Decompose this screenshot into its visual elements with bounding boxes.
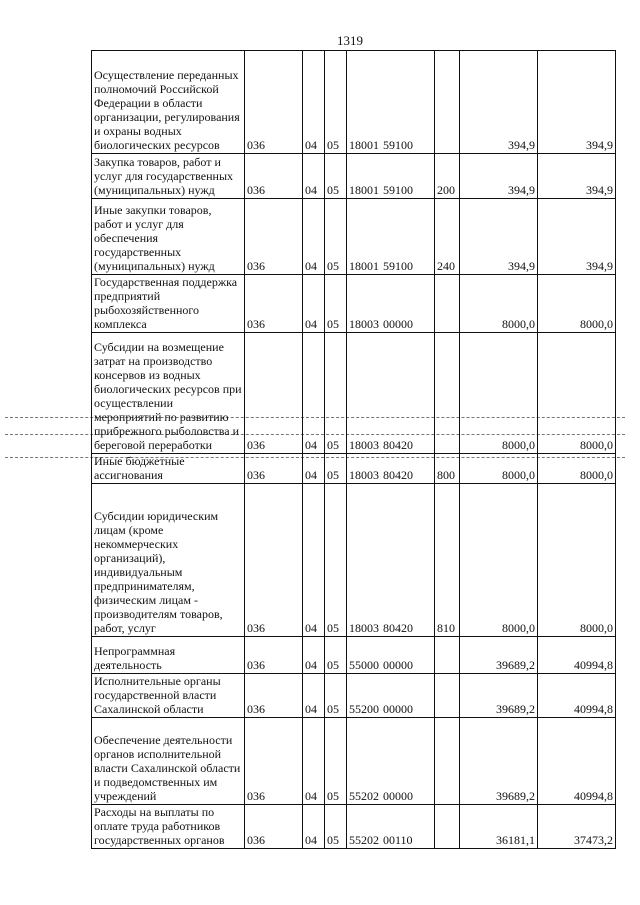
- row-name: Осуществление переданных полномочий Российской Федерации в области организации, регулирования и охраны водных биологических ресурсов: [92, 51, 245, 154]
- subsection-code: 05: [325, 275, 347, 333]
- amount-year-2: 394,9: [538, 51, 616, 154]
- target-article-code-part-2: 59100: [383, 259, 413, 273]
- target-article-code: [347, 718, 435, 805]
- budget-table: [91, 50, 616, 849]
- table-row: [92, 674, 616, 718]
- row-name: Иные бюджетные ассигнования: [92, 454, 245, 484]
- target-article-code: [347, 154, 435, 199]
- target-article-code: [347, 637, 435, 674]
- target-article-code-part-1: 55000: [349, 658, 379, 672]
- ved-code: 036: [245, 637, 303, 674]
- section-code: 04: [303, 637, 325, 674]
- expense-type-code: 810: [435, 484, 460, 637]
- expense-type-code: 240: [435, 199, 460, 275]
- amount-year-2: 40994,8: [538, 637, 616, 674]
- target-article-code-part-1: 18003: [349, 468, 379, 482]
- amount-year-2: 40994,8: [538, 718, 616, 805]
- section-code: 04: [303, 484, 325, 637]
- amount-year-1: 8000,0: [460, 484, 538, 637]
- section-code: 04: [303, 275, 325, 333]
- amount-year-2: 394,9: [538, 199, 616, 275]
- target-article-code: [347, 805, 435, 849]
- ved-code: 036: [245, 718, 303, 805]
- expense-type-code: [435, 333, 460, 454]
- row-name: Субсидии юридическим лицам (кроме некоммерческих организаций), индивидуальным предпринимателям, физическим лицам - производителям товаров, работ, услуг: [92, 484, 245, 637]
- section-code: 04: [303, 718, 325, 805]
- amount-year-1: 394,9: [460, 154, 538, 199]
- subsection-code: 05: [325, 484, 347, 637]
- amount-year-2: 37473,2: [538, 805, 616, 849]
- target-article-code-part-2: 59100: [383, 183, 413, 197]
- amount-year-2: 8000,0: [538, 333, 616, 454]
- row-name: Государственная поддержка предприятий рыбохозяйственного комплекса: [92, 275, 245, 333]
- expense-type-code: 200: [435, 154, 460, 199]
- table-row: [92, 454, 616, 484]
- amount-year-1: 394,9: [460, 51, 538, 154]
- page-number: 1319: [337, 33, 363, 48]
- ved-code: 036: [245, 674, 303, 718]
- table-row: [92, 637, 616, 674]
- section-code: 04: [303, 454, 325, 484]
- target-article-code-part-2: 00000: [383, 658, 413, 672]
- amount-year-2: 40994,8: [538, 674, 616, 718]
- ved-code: 036: [245, 805, 303, 849]
- target-article-code-part-1: 18003: [349, 317, 379, 331]
- section-code: 04: [303, 199, 325, 275]
- amount-year-1: 8000,0: [460, 275, 538, 333]
- target-article-code-part-1: 55200: [349, 702, 379, 716]
- target-article-code-part-2: 00000: [383, 702, 413, 716]
- amount-year-1: 394,9: [460, 199, 538, 275]
- amount-year-1: 39689,2: [460, 674, 538, 718]
- expense-type-code: [435, 718, 460, 805]
- target-article-code-part-2: 80420: [383, 438, 413, 452]
- subsection-code: 05: [325, 718, 347, 805]
- table-row: [92, 199, 616, 275]
- amount-year-1: 39689,2: [460, 718, 538, 805]
- amount-year-1: 36181,1: [460, 805, 538, 849]
- expense-type-code: [435, 51, 460, 154]
- ved-code: 036: [245, 154, 303, 199]
- section-code: 04: [303, 674, 325, 718]
- subsection-code: 05: [325, 154, 347, 199]
- section-code: 04: [303, 51, 325, 154]
- table-row: [92, 275, 616, 333]
- target-article-code-part-2: 00110: [383, 833, 413, 847]
- expense-type-code: 800: [435, 454, 460, 484]
- ved-code: 036: [245, 199, 303, 275]
- section-code: 04: [303, 154, 325, 199]
- expense-type-code: [435, 805, 460, 849]
- subsection-code: 05: [325, 51, 347, 154]
- section-code: 04: [303, 333, 325, 454]
- expense-type-code: [435, 674, 460, 718]
- subsection-code: 05: [325, 454, 347, 484]
- ved-code: 036: [245, 454, 303, 484]
- subsection-code: 05: [325, 637, 347, 674]
- subsection-code: 05: [325, 674, 347, 718]
- table-row: [92, 333, 616, 454]
- target-article-code-part-1: 18001: [349, 259, 379, 273]
- ved-code: 036: [245, 275, 303, 333]
- target-article-code-part-1: 55202: [349, 789, 379, 803]
- expense-type-code: [435, 275, 460, 333]
- row-name: Обеспечение деятельности органов исполнительной власти Сахалинской области и подведомственных им учреждений: [92, 718, 245, 805]
- target-article-code-part-2: 00000: [383, 789, 413, 803]
- row-name: Непрограммная деятельность: [92, 637, 245, 674]
- table-row: [92, 154, 616, 199]
- target-article-code: [347, 674, 435, 718]
- target-article-code-part-1: 55202: [349, 833, 379, 847]
- table-row: [92, 718, 616, 805]
- target-article-code-part-1: 18001: [349, 183, 379, 197]
- ved-code: 036: [245, 51, 303, 154]
- target-article-code: [347, 199, 435, 275]
- amount-year-1: 8000,0: [460, 333, 538, 454]
- row-name: Исполнительные органы государственной власти Сахалинской области: [92, 674, 245, 718]
- target-article-code-part-1: 18001: [349, 138, 379, 152]
- row-name: Субсидии на возмещение затрат на производство консервов из водных биологических ресурсов при осуществлении мероприятий по развитию прибрежного рыболовства и береговой переработки: [92, 333, 245, 454]
- amount-year-2: 8000,0: [538, 275, 616, 333]
- target-article-code: [347, 484, 435, 637]
- row-name: Иные закупки товаров, работ и услуг для обеспечения государственных (муниципальных) нужд: [92, 199, 245, 275]
- target-article-code-part-1: 18003: [349, 438, 379, 452]
- amount-year-1: 39689,2: [460, 637, 538, 674]
- target-article-code-part-2: 59100: [383, 138, 413, 152]
- row-name: Расходы на выплаты по оплате труда работников государственных органов: [92, 805, 245, 849]
- subsection-code: 05: [325, 199, 347, 275]
- amount-year-2: 8000,0: [538, 484, 616, 637]
- target-article-code: [347, 333, 435, 454]
- amount-year-1: 8000,0: [460, 454, 538, 484]
- amount-year-2: 8000,0: [538, 454, 616, 484]
- table-row: [92, 484, 616, 637]
- target-article-code-part-1: 18003: [349, 621, 379, 635]
- target-article-code-part-2: 80420: [383, 621, 413, 635]
- section-code: 04: [303, 805, 325, 849]
- subsection-code: 05: [325, 333, 347, 454]
- amount-year-2: 394,9: [538, 154, 616, 199]
- ved-code: 036: [245, 484, 303, 637]
- target-article-code-part-2: 00000: [383, 317, 413, 331]
- subsection-code: 05: [325, 805, 347, 849]
- row-name: Закупка товаров, работ и услуг для государственных (муниципальных) нужд: [92, 154, 245, 199]
- ved-code: 036: [245, 333, 303, 454]
- target-article-code: [347, 275, 435, 333]
- table-row: [92, 51, 616, 154]
- expense-type-code: [435, 637, 460, 674]
- table-row: [92, 805, 616, 849]
- target-article-code: [347, 51, 435, 154]
- target-article-code: [347, 454, 435, 484]
- target-article-code-part-2: 80420: [383, 468, 413, 482]
